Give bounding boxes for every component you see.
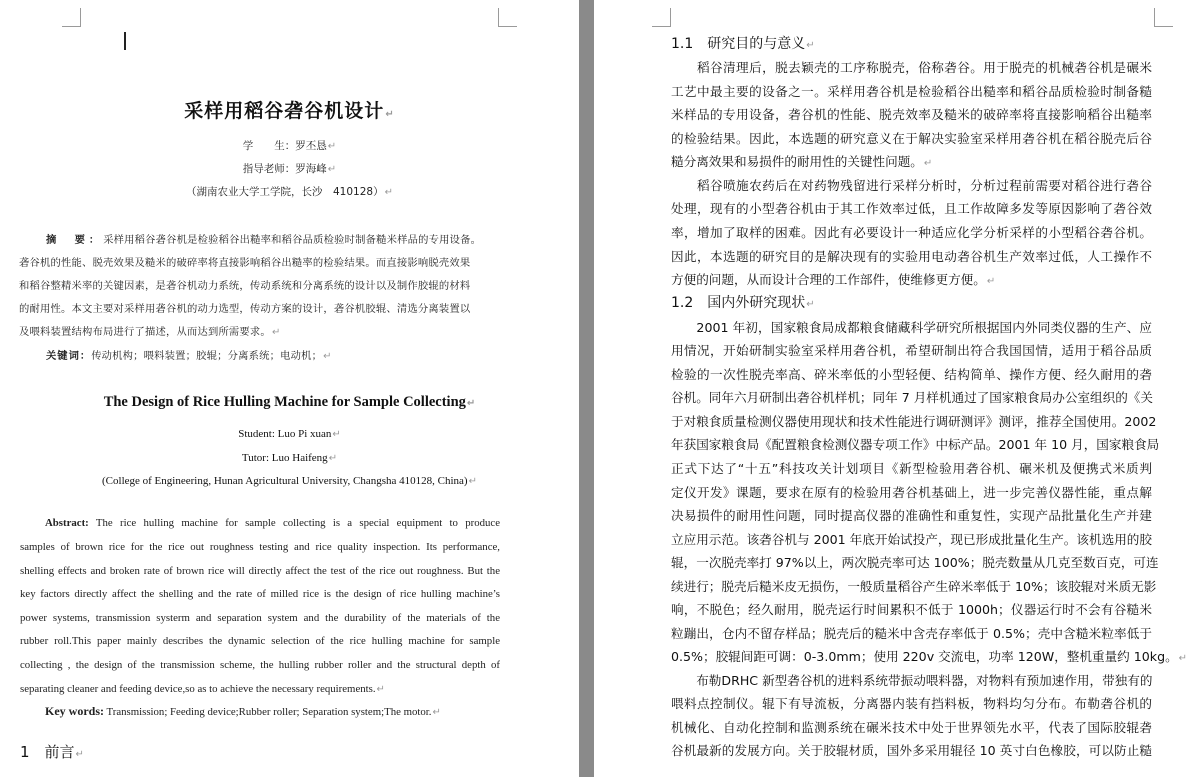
crop-mark-top-right <box>1154 8 1173 27</box>
body-line: 稻谷喷施农药后在对药物残留进行采样分析时，分析过程前需要对稻谷进行砻谷 <box>671 178 1152 193</box>
english-abstract-line: key factors directly affect the shelling and the rate of milled rice is the design of rice hulling machine’s <box>20 588 500 600</box>
body-line: 谷机。同年六月研制出砻谷机样机；同年 7 月样机通过了国家粮食局办公室组织的《关 <box>671 390 1153 405</box>
document-page-right <box>594 0 1193 777</box>
body-line: 定仪开发》课题，要求在原有的检验用砻谷机基础上，进一步完善仪器性能，重点解 <box>671 485 1152 500</box>
body-line: 谷机最新的发展方向。关于胶辊材质，国外多采用辊径 10 英寸白色橡胶，可以防止糙 <box>671 743 1152 758</box>
abstract-line: 及喂料装置结构布局进行了描述，从而达到所需要求。↵ <box>19 326 281 338</box>
abstract-line: 的耐用性。本文主要对采样用砻谷机的动力选型，传动方案的设计，砻谷机胶辊、清选分离装置以 <box>19 303 471 315</box>
english-abstract-line: collecting , the design of the transmission scheme, the hulling rubber roller and the structural depth of <box>20 659 500 671</box>
body-line: 0.5%；胶辊间距可调：0-3.0mm；使用 220v 交流电，功率 120W，整机重量约 10kg。↵ <box>671 649 1188 664</box>
student-line: 学 生：罗丕恳↵ <box>242 140 337 152</box>
body-line: 辊，一次脱壳率打 97%以上，两次脱壳率可达 100%；脱壳数量从几克至数百克，可连 <box>671 555 1159 570</box>
abstract-line: 摘 要：采样用稻谷砻谷机是检验稻谷出糙率和稻谷品质检验时制备糙米样品的专用设备。 <box>46 234 482 246</box>
body-line: 处理，现有的小型砻谷机由于其工作效率过低，且工作故障多发等原因影响了砻谷效 <box>671 201 1152 216</box>
body-line: 年获国家粮食局《配置粮食检测仪器专项工作》中标产品。2001 年 10 月，国家粮食局 <box>671 437 1160 452</box>
crop-mark-top-right <box>498 8 517 27</box>
document-page-left <box>0 0 579 777</box>
advisor-line: 指导老师：罗海峰↵ <box>242 163 337 175</box>
english-abstract-line: shelling effects and broken rate of brown rice will directly affect the test of the rice out roughness. But the <box>20 565 500 577</box>
english-keywords-line: Key words: Transmission; Feeding device;Rubber roller; Separation system;The motor.↵ <box>45 704 441 718</box>
body-line: 米样品的专用设备，砻谷机的性能、脱壳效率及糙米的破碎率将直接影响稻谷出糙率 <box>671 107 1152 122</box>
english-abstract-line: separating cleaner and feeding device,so as to achieve the necessary requirements.↵ <box>20 683 385 695</box>
abstract-line: 和稻谷整精米率的关键因素，是砻谷机动力系统，传动系统和分离系统的设计以及制作胶辊的材料 <box>19 280 471 292</box>
english-abstract-label: Abstract: <box>45 517 89 529</box>
english-title: The Design of Rice Hulling Machine for Sample Collecting↵ <box>103 394 476 410</box>
body-line: 续进行；脱壳后糙米皮无损伤，一般质量稻谷产生碎米率低于 10%；该胶辊对米质无影 <box>671 579 1157 594</box>
body-line: 响，不脱色；经久耐用，脱壳运行时间累积不低于 1000h；仪器运行时不会有谷糙米 <box>671 602 1152 617</box>
body-line: 决易损件的耐用性问题，同时提高仪器的准确性和重复性，实现产品批量化生产并建 <box>671 508 1152 523</box>
abstract-line: 砻谷机的性能、脱壳效果及糙米的破碎率将直接影响稻谷出糙率的检验结果。而直接影响脱壳效果 <box>19 257 471 269</box>
body-line: 正式下达了“十五”科技攻关计划项目《新型检验用砻谷机、碾米机及便携式米质判 <box>671 461 1152 476</box>
body-line: 糙分离效果和易损件的耐用性的关键性问题。↵ <box>671 154 933 169</box>
english-abstract-line: power systems, transmission systerm and separation system and the durability of the materials of the <box>20 612 500 624</box>
english-keywords-label: Key words: <box>45 704 104 718</box>
abstract-label: 摘 要： <box>46 234 104 246</box>
body-line: 的检验结果。因此，本选题的研究意义在于解决实验室采样用砻谷机在稻谷脱壳后谷 <box>671 131 1152 146</box>
english-student: Student: Luo Pi xuan↵ <box>238 428 341 440</box>
body-line: 工艺中最主要的设备之一。采样用砻谷机是检验稻谷出糙率和稻谷品质检验时制备糙 <box>671 84 1152 99</box>
body-line: 布勒DRHC 新型砻谷机的进料系统带振动喂料器，对物料有预加速作用，带独有的 <box>671 673 1153 688</box>
heading-1-2: 1.2 国内外研究现状↵ <box>671 295 815 311</box>
affiliation-line: （湖南农业大学工学院，长沙 410128）↵ <box>186 186 393 198</box>
text-cursor <box>124 32 126 50</box>
paper-title: 采样用稻谷砻谷机设计↵ <box>184 100 395 122</box>
body-line: 喂料点控制仪。辊下有导流板，分离器内装有挡料板，物料均匀分布。布勒砻谷机的 <box>671 696 1152 711</box>
body-line: 2001 年初，国家粮食局成都粮食储藏科学研究所根据国内外同类仪器的生产、应 <box>671 320 1152 335</box>
english-tutor: Tutor: Luo Haifeng↵ <box>241 452 338 464</box>
english-abstract-line: rubber roll.This paper mainly describes the dynamic selection of the rice hulling machine for sample <box>20 635 500 647</box>
heading-1-1: 1.1 研究目的与意义↵ <box>671 36 815 52</box>
crop-mark-top-left <box>652 8 671 27</box>
keywords-line: 关键词：传动机构；喂料装置；胶辊；分离系统；电动机；↵ <box>46 350 332 362</box>
body-line: 机械化、自动化控制和监测系统在碾米技术中处于世界领先水平，代表了国际胶辊砻 <box>671 720 1152 735</box>
crop-mark-top-left <box>62 8 81 27</box>
body-line: 检验的一次性脱壳率高、碎米率低的小型轻便、结构简单、操作方便、经久耐用的砻 <box>671 367 1152 382</box>
body-line: 因此，本选题的研究目的是解决现有的实验用电动砻谷机生产效率过低，人工操作不 <box>671 249 1152 264</box>
body-line: 用情况，开始研制实验室采样用砻谷机，希望研制出符合我国国情，适用于稻谷品质 <box>671 343 1152 358</box>
english-abstract-line: Abstract: The rice hulling machine for sample collecting is a special equipment to produce <box>45 517 500 529</box>
keywords-label: 关键词： <box>46 350 92 362</box>
body-line: 立应用示范。该砻谷机与 2001 年底开始试投产，现已形成批量化生产。该机选用的胶 <box>671 532 1152 547</box>
body-line: 率，增加了取样的困难。因此有必要设计一种适应化学分析采样的小型稻谷砻谷机。 <box>671 225 1152 240</box>
english-abstract-line: samples of brown rice for the rice out roughness testing and rice quality inspection. Its performance, <box>20 541 500 553</box>
body-line: 粒蹦出，仓内不留存样品；脱壳后的糙米中含壳存率低于 0.5%；壳中含糙米粒率低于 <box>671 626 1152 641</box>
body-line: 方便的问题，从而设计合理的工作部件，使维修更方便。↵ <box>671 272 996 287</box>
section-heading-1: 1 前言↵ <box>20 743 84 761</box>
body-line: 稻谷清理后，脱去颖壳的工序称脱壳，俗称砻谷。用于脱壳的机械砻谷机是碾米 <box>671 60 1152 75</box>
body-line: 于对粮食质量检测仪器使用现状和技术性能进行调研测评》测评，推荐全国使用。2002 <box>671 414 1157 429</box>
english-affiliation: (College of Engineering, Hunan Agricultural University, Changsha 410128, China)↵ <box>102 475 477 487</box>
